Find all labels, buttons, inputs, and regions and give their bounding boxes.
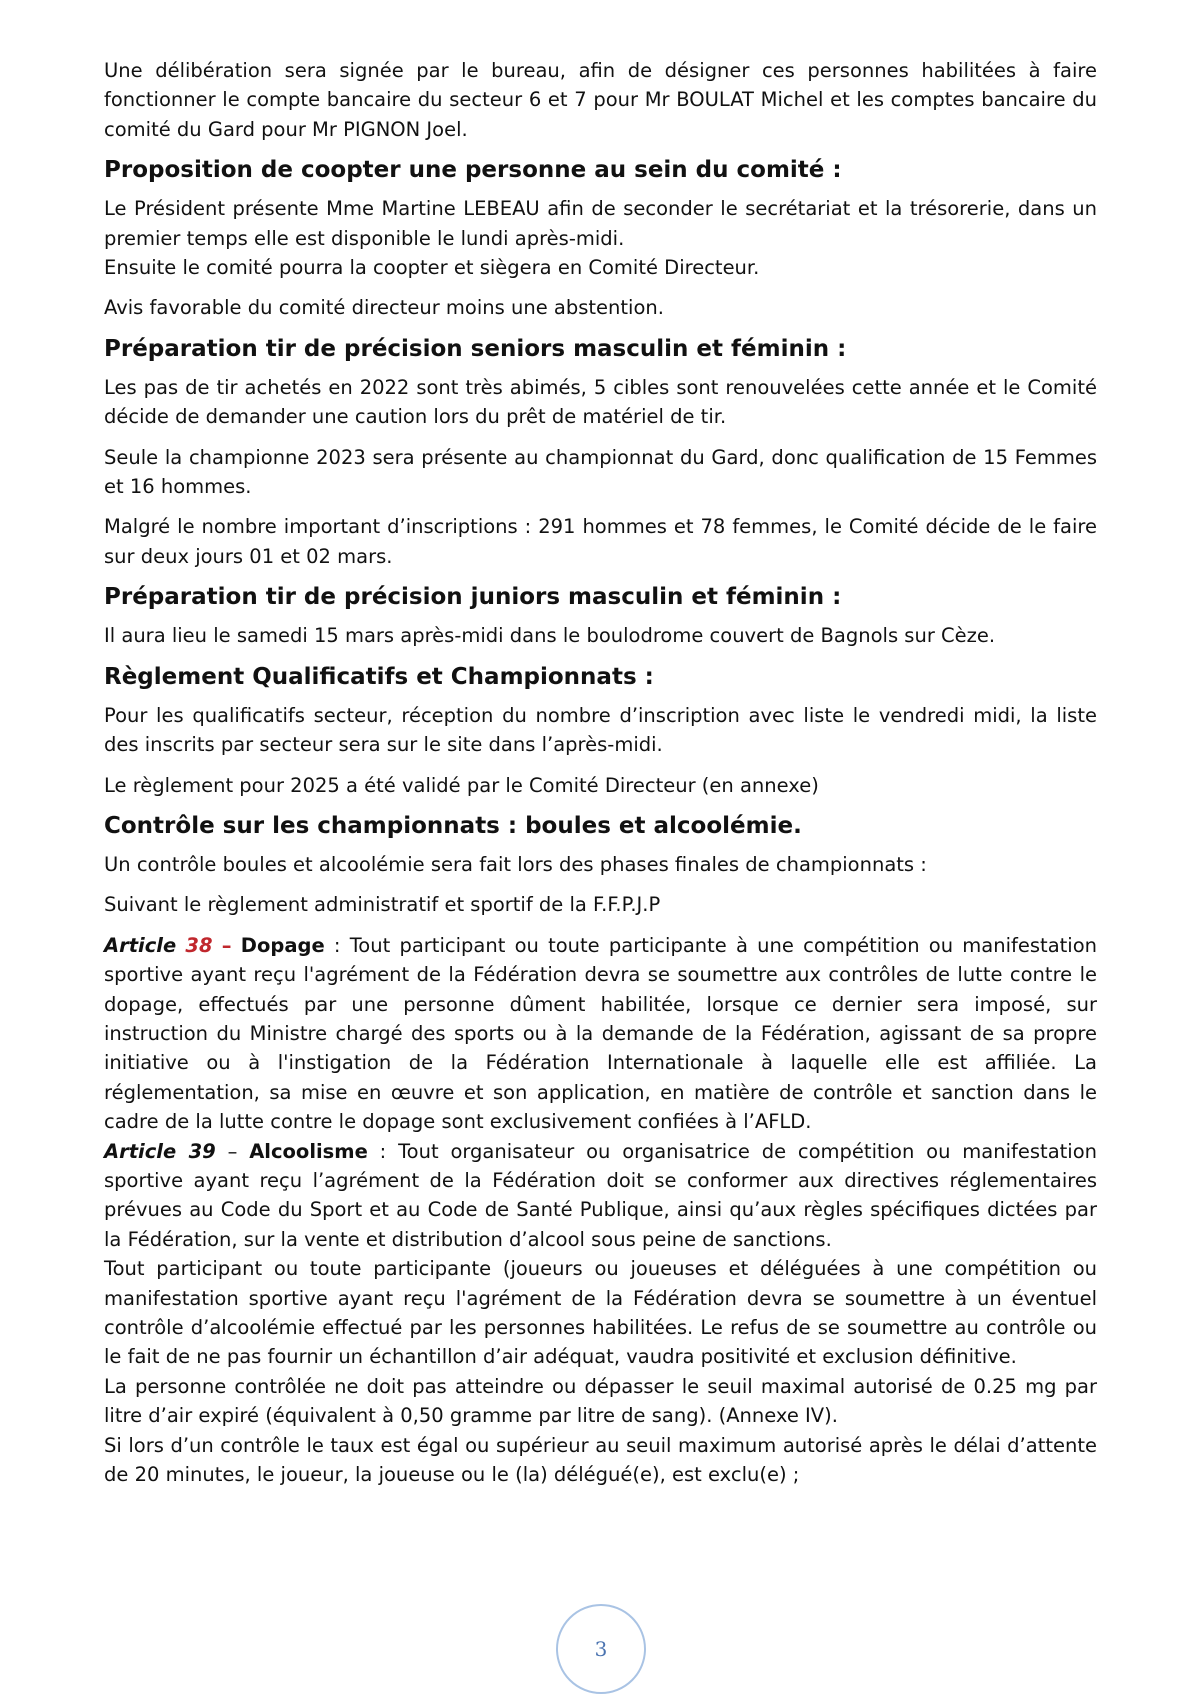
article-38-label: Article: [104, 933, 177, 957]
page-number: 3: [594, 1637, 608, 1661]
controle-paragraph-2: Suivant le règlement administratif et sportif de la F.F.P.J.P: [104, 893, 661, 917]
article-39-title: Alcoolisme: [249, 1139, 368, 1163]
article-38-number: 38: [185, 933, 213, 957]
intro-paragraph: Une délibération sera signée par le bureau, afin de désigner ces personnes habilitées à faire fonctionner le compte bancaire du secteur 6 et 7 pour Mr BOULAT Michel et les comptes bancaire du comité du Gard pour Mr PIGNON Joel.: [104, 59, 1097, 141]
section-heading-seniors: Préparation tir de précision seniors masculin et féminin :: [104, 335, 847, 362]
juniors-paragraph-1: Il aura lieu le samedi 15 mars après-midi dans le boulodrome couvert de Bagnols sur Cèze.: [104, 624, 996, 648]
article-38: [104, 931, 1097, 1137]
article-38-dash: –: [221, 933, 232, 957]
article-38-text: : Tout participant ou toute participante à une compétition ou manifestation sportive ayant reçu l'agrément de la Fédération devra se soumettre aux contrôles de lutte contre le dopage, effectués par une personne dûment habilitée, lorsque ce dernier sera imposé, sur instruction du Ministre chargé des sports ou à la demande de la Fédération, agissant de sa propre initiative ou à l'instigation de la Fédération Internationale à laquelle elle est affiliée. La réglementation, sa mise en œuvre et son application, en matière de contrôle et sanction dans le cadre de la lutte contre le dopage sont exclusivement confiées à l’AFLD.: [104, 933, 1097, 1134]
article-39-label: Article 39: [104, 1139, 216, 1163]
article-38-title: Dopage: [240, 933, 325, 957]
article-39-paragraph-2: Tout participant ou toute participante (joueurs ou joueuses et déléguées à une compétition ou manifestation sportive ayant reçu l'agrément de la Fédération devra se soumettre à un éventuel contrôle d’alcoolémie effectué par les personnes habilitées. Le refus de se soumettre au contrôle ou le fait de ne pas fournir un échantillon d’air adéquat, vaudra positivité et exclusion définitive.: [104, 1257, 1097, 1369]
seniors-paragraph-2: Seule la championne 2023 sera présente au championnat du Gard, donc qualification de 15 Femmes et 16 hommes.: [104, 445, 1097, 499]
coopter-paragraph-2: Ensuite le comité pourra la coopter et siègera en Comité Directeur.: [104, 256, 760, 280]
section-heading-controle: Contrôle sur les championnats : boules et alcoolémie.: [104, 812, 802, 839]
section-heading-coopter: Proposition de coopter une personne au sein du comité :: [104, 157, 842, 184]
coopter-paragraph-3: Avis favorable du comité directeur moins une abstention.: [104, 296, 664, 320]
reglement-paragraph-1: Pour les qualificatifs secteur, réception du nombre d’inscription avec liste le vendredi midi, la liste des inscrits par secteur sera sur le site dans l’après-midi.: [104, 703, 1097, 757]
article-39-text: : Tout organisateur ou organisatrice de compétition ou manifestation sportive ayant reçu l’agrément de la Fédération doit se conformer aux directives réglementaires prévues au Code du Sport et au Code de Santé Publique, ainsi qu’aux règles spécifiques dictées par la Fédération, sur la vente et distribution d’alcool sous peine de sanctions.: [104, 1139, 1097, 1251]
section-heading-juniors: Préparation tir de précision juniors masculin et féminin :: [104, 584, 842, 611]
article-39: [104, 1137, 1097, 1255]
seniors-paragraph-3: Malgré le nombre important d’inscriptions : 291 hommes et 78 femmes, le Comité décide de le faire sur deux jours 01 et 02 mars.: [104, 515, 1097, 568]
coopter-paragraph-1: Le Président présente Mme Martine LEBEAU afin de seconder le secrétariat et la trésorerie, dans un premier temps elle est disponible le lundi après-midi.: [104, 197, 1097, 250]
article-39-paragraph-4: Si lors d’un contrôle le taux est égal ou supérieur au seuil maximum autorisé après le délai d’attente de 20 minutes, le joueur, la joueuse ou le (la) délégué(e), est exclu(e) ;: [104, 1433, 1097, 1487]
article-39-paragraph-3: La personne contrôlée ne doit pas atteindre ou dépasser le seuil maximal autorisé de 0.25 mg par litre d’air expiré (équivalent à 0,50 gramme par litre de sang). (Annexe IV).: [104, 1374, 1097, 1428]
controle-paragraph-1: Un contrôle boules et alcoolémie sera fait lors des phases finales de championnats :: [104, 852, 927, 876]
article-39-dash: –: [227, 1139, 238, 1163]
page-number-badge: [556, 1604, 646, 1694]
seniors-paragraph-1: Les pas de tir achetés en 2022 sont très abimés, 5 cibles sont renouvelées cette année et le Comité décide de demander une caution lors du prêt de matériel de tir.: [104, 375, 1097, 429]
document-page: [104, 56, 1097, 1489]
reglement-paragraph-2: Le règlement pour 2025 a été validé par le Comité Directeur (en annexe): [104, 773, 819, 797]
section-heading-reglement: Règlement Qualificatifs et Championnats :: [104, 663, 654, 690]
